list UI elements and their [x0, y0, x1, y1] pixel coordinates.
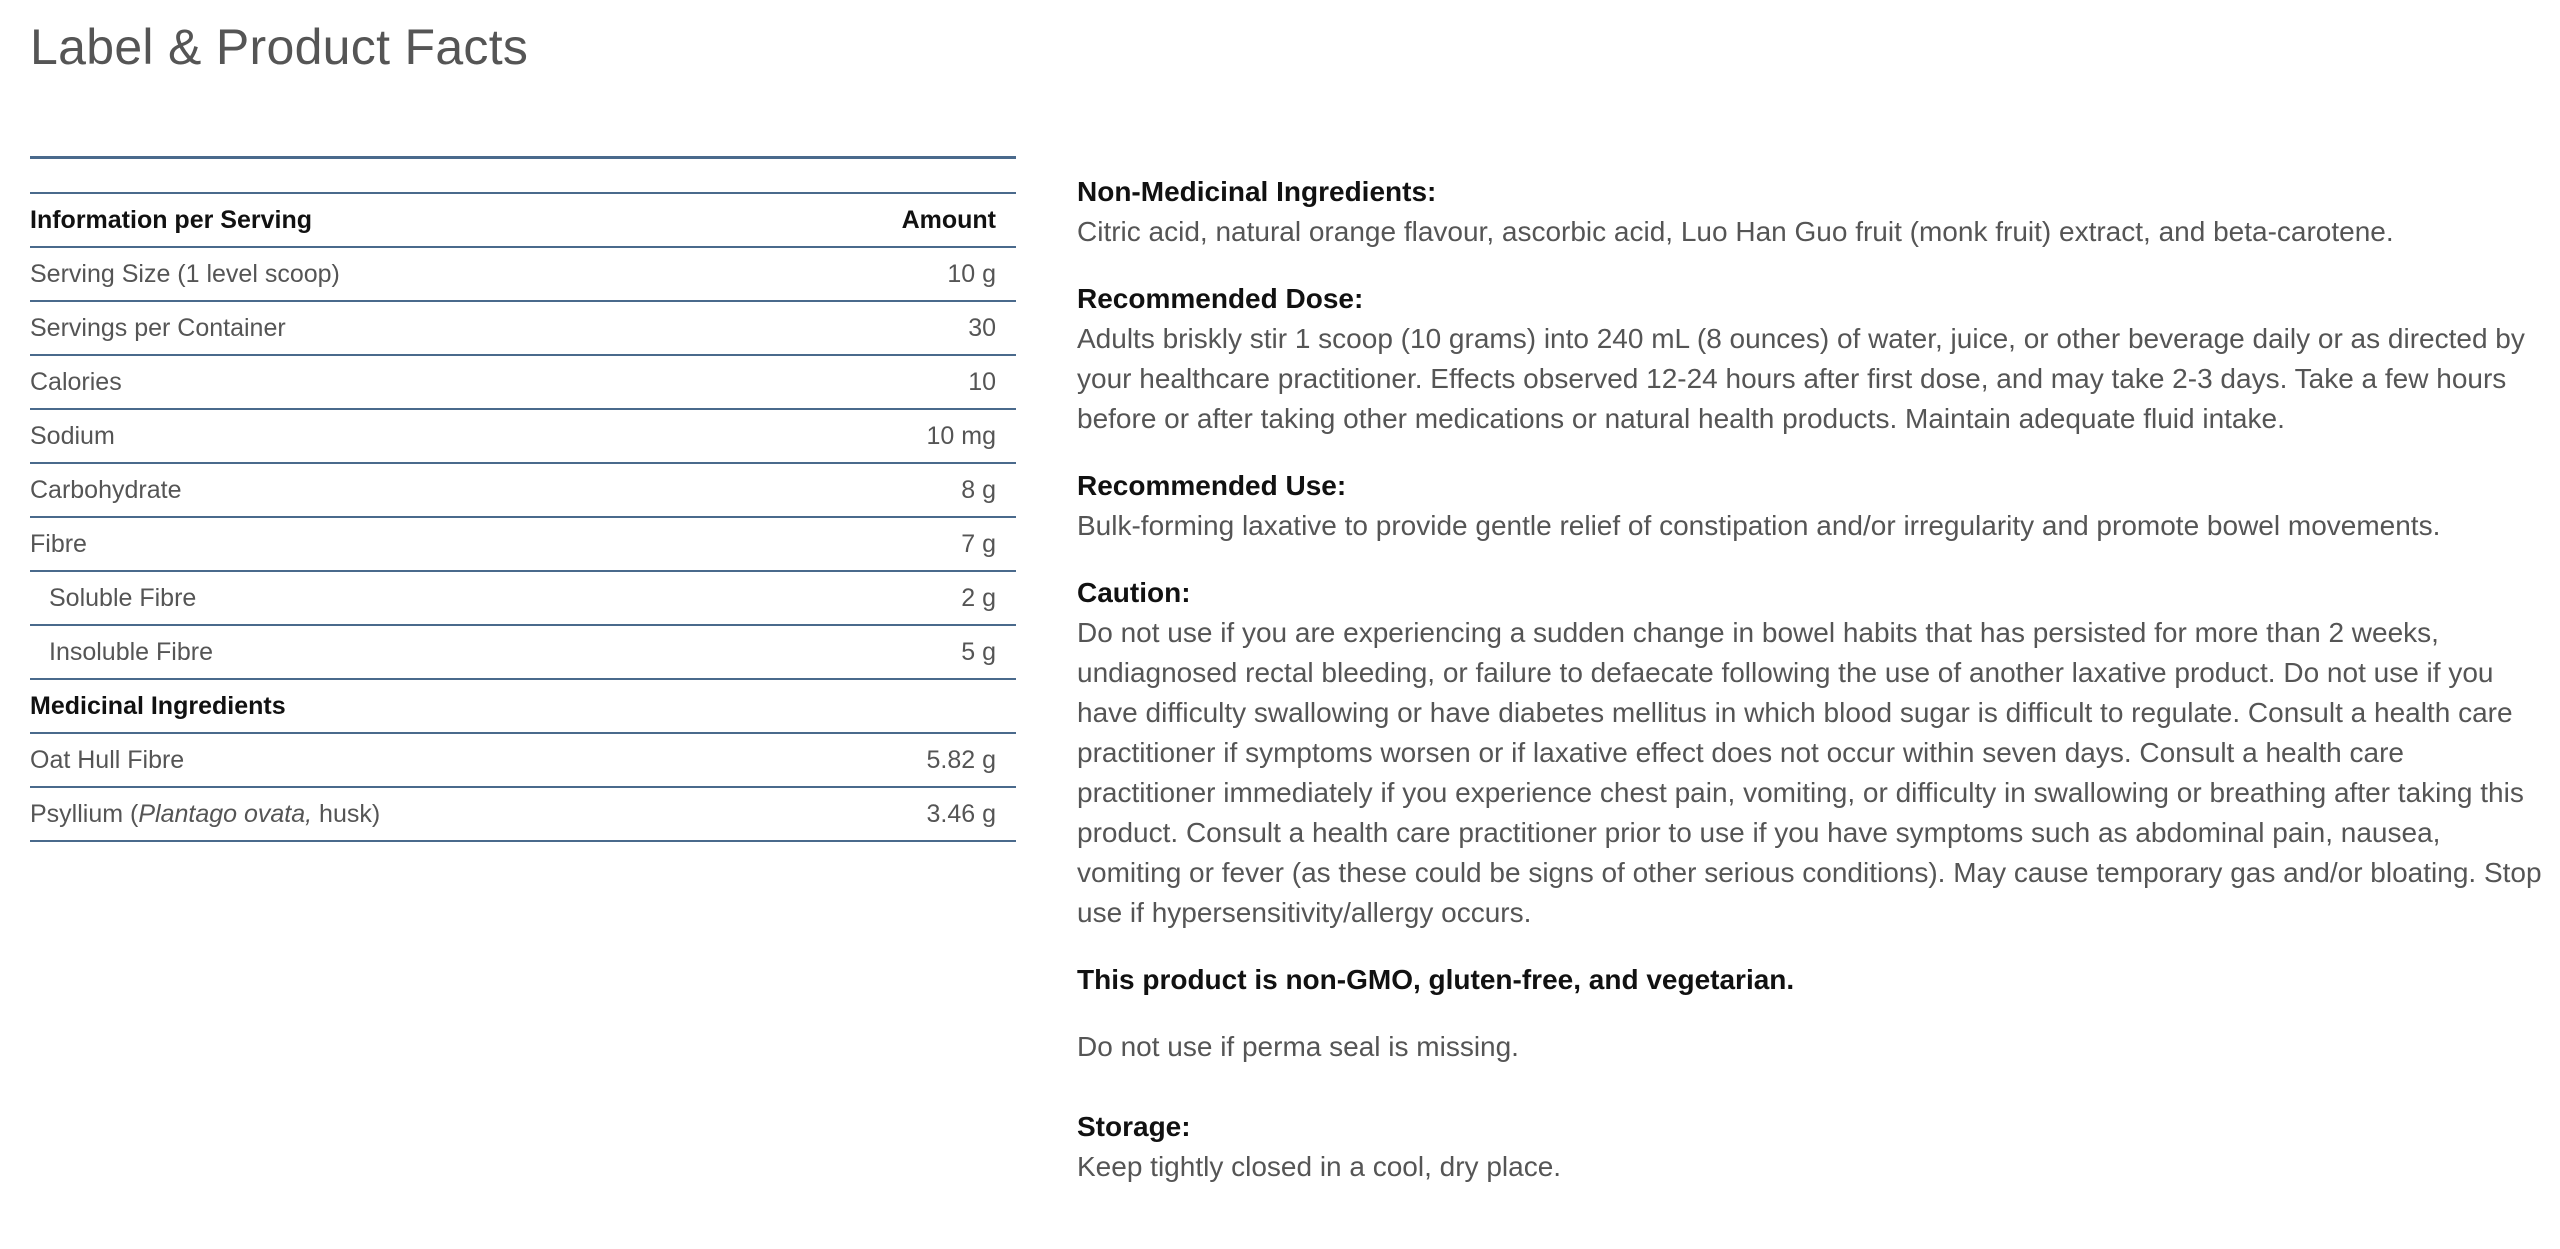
- seal-warning: Do not use if perma seal is missing.: [1077, 1031, 1519, 1062]
- row-label: Insoluble Fibre: [30, 625, 783, 679]
- column-header-information: Information per Serving: [30, 193, 783, 247]
- label-prefix: Psyllium (: [30, 799, 139, 828]
- row-amount: 3.46 g: [783, 787, 1016, 841]
- row-label: Serving Size (1 level scoop): [30, 247, 783, 301]
- row-amount: 5 g: [783, 625, 1016, 679]
- row-label: Servings per Container: [30, 301, 783, 355]
- table-row: [30, 517, 1016, 571]
- table-row: [30, 463, 1016, 517]
- section-heading: Non-Medicinal Ingredients:: [1077, 176, 1437, 207]
- section-text: Do not use if you are experiencing a sudden change in bowel habits that has persisted for more than 2 weeks, undiagnosed rectal bleeding, or failure to defaecate following the use of another laxative product. Do not use if you have difficulty swallowing or have diabetes mellitus in which blood sugar is difficult to regulate. Consult a health care practitioner if symptoms worsen or if laxative effect does not occur within seven days. Consult a health care practitioner immediately if you experience chest pain, vomiting, or difficulty in swallowing or breathing after taking this product. Consult a health care practitioner prior to use if you have symptoms such as abdominal pain, nausea, vomiting or fever (as these could be signs of other serious conditions). May cause temporary gas and/or bloating. Stop use if hypersensitivity/allergy occurs.: [1077, 617, 2542, 928]
- section-heading: Recommended Dose:: [1077, 283, 1364, 314]
- row-label: Soluble Fibre: [30, 571, 783, 625]
- recommended-use-section: [1077, 466, 2547, 546]
- table-header-row: [30, 193, 1016, 247]
- section-heading: Storage:: [1077, 1111, 1191, 1142]
- row-amount: 7 g: [783, 517, 1016, 571]
- top-divider: [30, 156, 1016, 159]
- row-label: Fibre: [30, 517, 783, 571]
- section-heading: Caution:: [1077, 577, 1191, 608]
- page-title: Label & Product Facts: [30, 19, 529, 75]
- non-medicinal-ingredients-section: [1077, 172, 2547, 252]
- row-amount: 30: [783, 301, 1016, 355]
- storage-section: [1077, 1107, 2547, 1187]
- table-row: [30, 733, 1016, 787]
- table-row: [30, 247, 1016, 301]
- section-text: Bulk-forming laxative to provide gentle relief of constipation and/or irregularity and promote bowel movements.: [1077, 510, 2441, 541]
- section-text: Keep tightly closed in a cool, dry place.: [1077, 1151, 1562, 1182]
- row-amount: 5.82 g: [783, 733, 1016, 787]
- section-text: Citric acid, natural orange flavour, ascorbic acid, Luo Han Guo fruit (monk fruit) extract, and beta-carotene.: [1077, 216, 2394, 247]
- row-amount: 10 mg: [783, 409, 1016, 463]
- row-amount: 8 g: [783, 463, 1016, 517]
- table-row: [30, 625, 1016, 679]
- row-label: Sodium: [30, 409, 783, 463]
- column-header-amount: Amount: [783, 193, 1016, 247]
- row-label: Carbohydrate: [30, 463, 783, 517]
- recommended-dose-section: [1077, 279, 2547, 439]
- table-row: [30, 787, 1016, 841]
- caution-section: [1077, 573, 2547, 933]
- row-amount: 2 g: [783, 571, 1016, 625]
- empty-cell: [783, 679, 1016, 733]
- label-suffix: husk): [312, 799, 381, 828]
- product-statement: This product is non-GMO, gluten-free, and vegetarian.: [1077, 964, 1795, 995]
- row-amount: 10 g: [783, 247, 1016, 301]
- table-row: [30, 571, 1016, 625]
- table-row: [30, 301, 1016, 355]
- section-text: Adults briskly stir 1 scoop (10 grams) into 240 mL (8 ounces) of water, juice, or other beverage daily or as directed by your healthcare practitioner. Effects observed 12-24 hours after first dose, and may take 2-3 days. Take a few hours before or after taking other medications or natural health products. Maintain adequate fluid intake.: [1077, 323, 2525, 434]
- product-facts-panel: [30, 156, 1016, 842]
- row-amount: 10: [783, 355, 1016, 409]
- section-heading: Recommended Use:: [1077, 470, 1347, 501]
- table-row: [30, 409, 1016, 463]
- medicinal-ingredients-heading-row: [30, 679, 1016, 733]
- row-label: [30, 787, 783, 841]
- row-label: Calories: [30, 355, 783, 409]
- medicinal-ingredients-heading: Medicinal Ingredients: [30, 679, 783, 733]
- table-row: [30, 355, 1016, 409]
- latin-name: Plantago ovata,: [138, 799, 313, 828]
- row-label: Oat Hull Fibre: [30, 733, 783, 787]
- nutrition-facts-table: [30, 192, 1016, 842]
- product-info-panel: [1077, 172, 2547, 1214]
